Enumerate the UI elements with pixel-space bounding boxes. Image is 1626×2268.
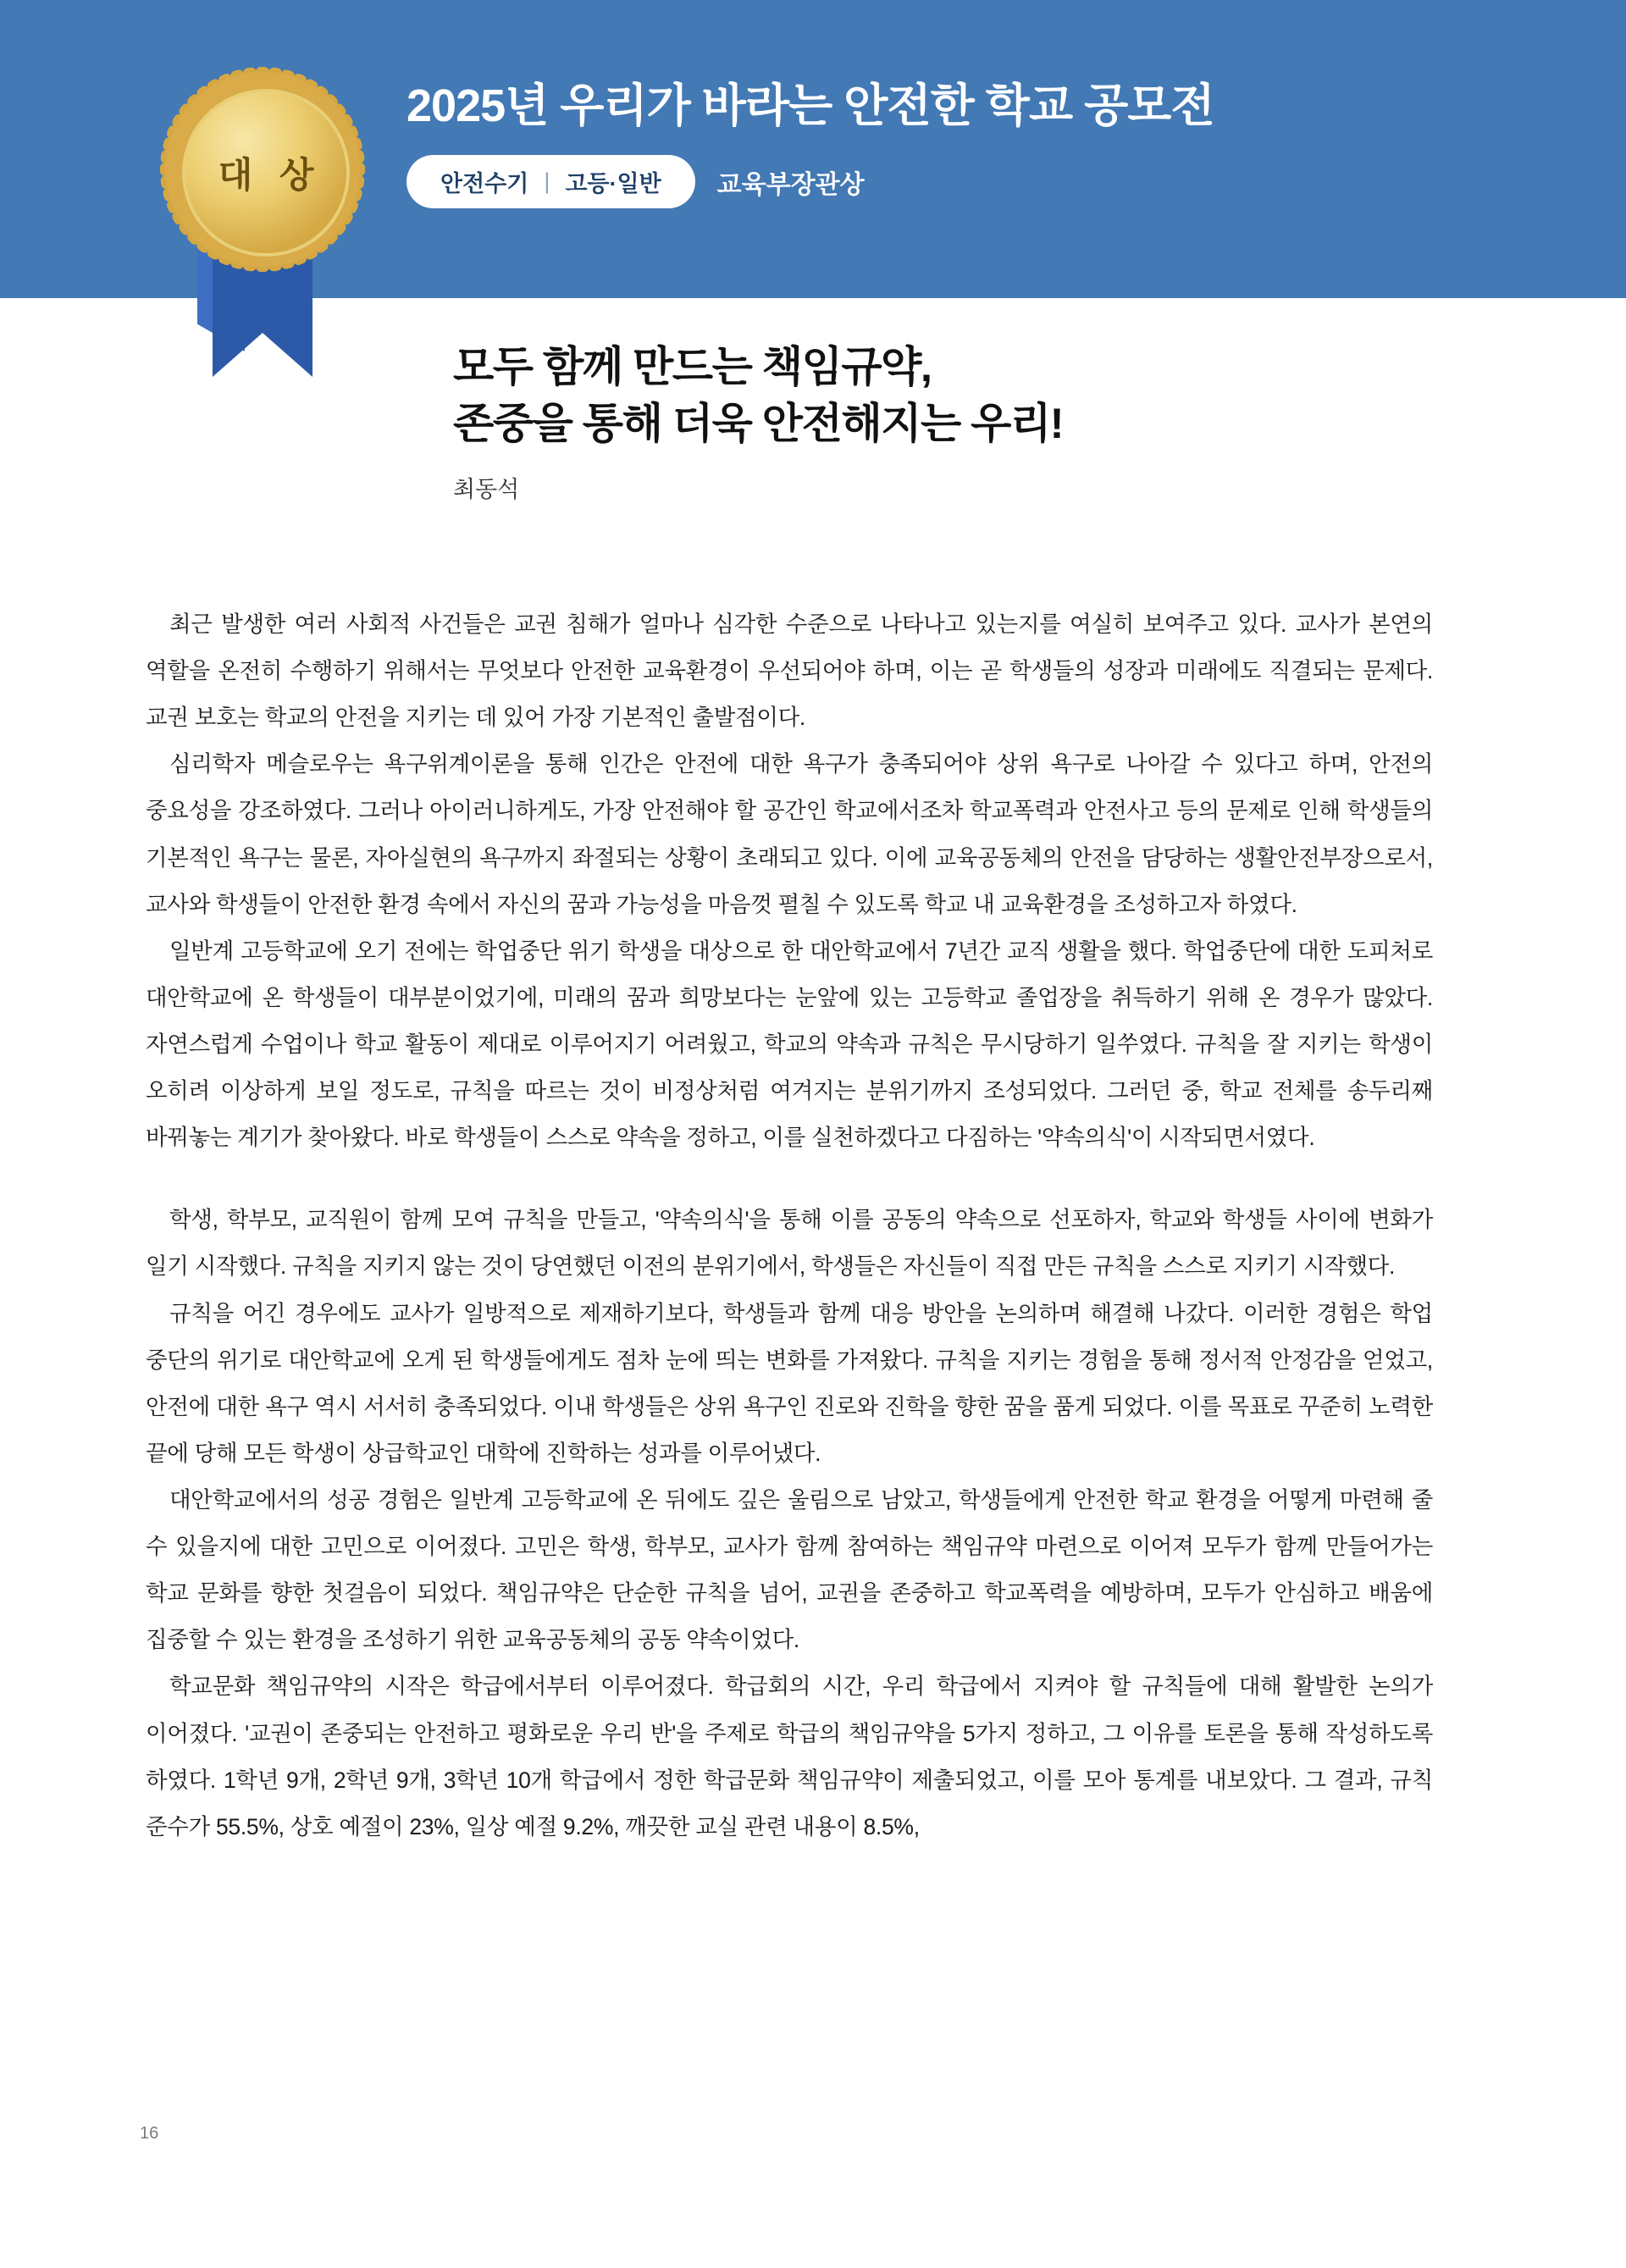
body-paragraph: 일반계 고등학교에 오기 전에는 학업중단 위기 학생을 대상으로 한 대안학교에서 7년간 교직 생활을 했다. 학업중단에 대한 도피처로 대안학교에 온 학생들이 대부분이었기에, 미래의 꿈과 희망보다는 눈앞에 있는 고등학교 졸업장을 취득하기 위해 온 경우가 많았다. 자연스럽게 수업이나 학교 활동이 제대로 이루어지기 어려웠고, 학교의 약속과 규칙은 무시당하기 일쑤였다. 규칙을 잘 지키는 학생이 오히려 이상하게 보일 정도로, 규칙을 따르는 것이 비정상처럼 여겨지는 분위기까지 조성되었다. 그러던 중, 학교 전체를 송두리째 바꿔놓는 계기가 찾아왔다. 바로 학생들이 스스로 약속을 정하고, 이를 실천하겠다고 다짐하는 '약속의식'이 시작되면서였다. xyxy=(146,938,1433,1151)
body-paragraph: 대안학교에서의 성공 경험은 일반계 고등학교에 온 뒤에도 깊은 울림으로 남았고, 학생들에게 안전한 학교 환경을 어떻게 마련해 줄 수 있을지에 대한 고민으로 이어졌다. 고민은 학생, 학부모, 교사가 함께 참여하는 책임규약 마련으로 이어져 모두가 함께 만들어가는 학교 문화를 향한 첫걸음이 되었다. 책임규약은 단순한 규칙을 넘어, 교권을 존중하고 학교폭력을 예방하며, 모두가 안심하고 배움에 집중할 수 있는 환경을 조성하기 위한 교육공동체의 공동 약속이었다. xyxy=(146,1486,1433,1653)
division-label: 고등·일반 xyxy=(565,171,661,197)
award-medal xyxy=(165,72,360,445)
category-pill xyxy=(406,155,695,208)
article-title-line2: 존중을 통해 더욱 안전해지는 우리! xyxy=(453,400,1063,447)
body-paragraph: 학교문화 책임규약의 시작은 학급에서부터 이루어졌다. 학급회의 시간, 우리 학급에서 지켜야 할 규칙들에 대해 활발한 논의가 이어졌다. '교권이 존중되는 안전하고 평화로운 우리 반'을 주제로 학급의 책임규약을 5가지 정하고, 그 이유를 토론을 통해 작성하도록 하였다. 1학년 9개, 2학년 9개, 3학년 10개 학급에서 정한 학급문화 책임규약이 제출되었고, 이를 모아 통계를 내보았다. 그 결과, 규칙 준수가 55.5%, 상호 예절이 23%, 일상 예절 9.2%, 깨끗한 교실 관련 내용이 8.5%, xyxy=(146,1673,1433,1839)
body-paragraph: 학생, 학부모, 교직원이 함께 모여 규칙을 만들고, '약속의식'을 통해 이를 공동의 약속으로 선포하자, 학교와 학생들 사이에 변화가 일기 시작했다. 규칙을 지키지 않는 것이 당연했던 이전의 분위기에서, 학생들은 자신들이 직접 만든 규칙을 스스로 지키기 시작했다. xyxy=(146,1207,1433,1280)
article-title xyxy=(453,339,1452,452)
category-label: 안전수기 xyxy=(440,171,529,197)
medal-face xyxy=(182,89,350,257)
article-title-line1: 모두 함께 만드는 책임규약, xyxy=(453,343,932,390)
body-paragraph: 최근 발생한 여러 사회적 사건들은 교권 침해가 얼마나 심각한 수준으로 나타나고 있는지를 여실히 보여주고 있다. 교사가 본연의 역할을 온전히 수행하기 위해서는 무엇보다 안전한 교육환경이 우선되어야 하며, 이는 곧 학생들의 성장과 미래에도 직결되는 문제다. 교권 보호는 학교의 안전을 지키는 데 있어 가장 기본적인 출발점이다. xyxy=(146,611,1433,731)
article-header xyxy=(453,339,1452,504)
header-content xyxy=(406,81,1423,208)
body-paragraph: 규칙을 어긴 경우에도 교사가 일방적으로 제재하기보다, 학생들과 함께 대응 방안을 논의하며 해결해 나갔다. 이러한 경험은 학업 중단의 위기로 대안학교에 오게 된 학생들에게도 점차 눈에 띄는 변화를 가져왔다. 규칙을 지키는 경험을 통해 정서적 안정감을 얻었고, 안전에 대한 욕구 역시 서서히 충족되었다. 이내 학생들은 상위 욕구인 진로와 진학을 향한 꿈을 품게 되었다. 이를 목표로 꾸준히 노력한 끝에 당해 모든 학생이 상급학교인 대학에 진학하는 성과를 이루어냈다. xyxy=(146,1300,1433,1466)
award-name: 교육부장관상 xyxy=(716,170,865,199)
pill-separator: | xyxy=(544,169,550,195)
article-body xyxy=(146,601,1433,1850)
page-number: 16 xyxy=(140,2124,159,2143)
header-subtitle-row xyxy=(406,155,1423,208)
contest-title: 2025년 우리가 바라는 안전한 학교 공모전 xyxy=(406,80,1214,131)
medal-icon xyxy=(165,72,360,267)
body-paragraph: 심리학자 메슬로우는 욕구위계이론을 통해 인간은 안전에 대한 욕구가 충족되어야 상위 욕구로 나아갈 수 있다고 하며, 안전의 중요성을 강조하였다. 그러나 아이러니하게도, 가장 안전해야 할 공간인 학교에서조차 학교폭력과 안전사고 등의 문제로 인해 학생들의 기본적인 욕구는 물론, 자아실현의 욕구까지 좌절되는 상황이 초래되고 있다. 이에 교육공동체의 안전을 담당하는 생활안전부장으로서, 교사와 학생들이 안전한 환경 속에서 자신의 꿈과 가능성을 마음껏 펼칠 수 있도록 학교 내 교육환경을 조성하고자 하였다. xyxy=(146,751,1433,917)
article-author: 최동석 xyxy=(453,477,520,502)
medal-label: 대 상 xyxy=(218,155,323,195)
